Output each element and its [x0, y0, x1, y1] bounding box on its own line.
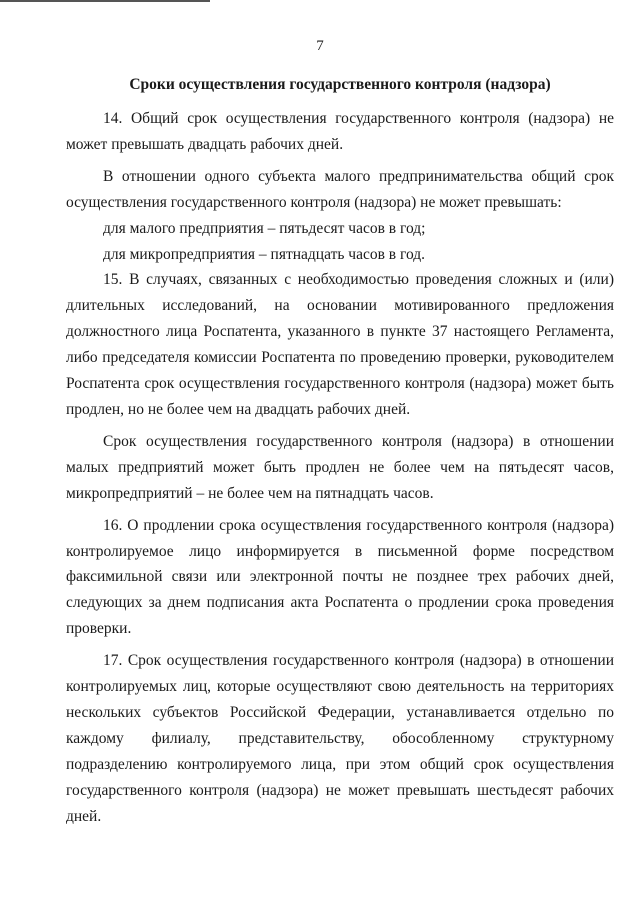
document-body: [66, 106, 614, 835]
paragraph-15: 15. В случаях, связанных с необходимостью проведения сложных и (или) длительных исследований, на основании мотивированного предложения должностного лица Роспатента, указанного в пункте 37 настоящего Регламента, либо председателя комиссии Роспатента по проведению проверки, руководителем Роспатента срок осуществления государственного контроля (надзора) может быть продлен, но не более чем на двадцать рабочих дней.: [66, 271, 614, 418]
paragraph-small-business: В отношении одного субъекта малого предпринимательства общий срок осуществления государственного контроля (надзора) не может превышать:: [66, 167, 614, 211]
list-item-micro-enterprise: для микропредприятия – пятнадцать часов в год.: [103, 245, 426, 263]
paragraph-17: 17. Срок осуществления государственного контроля (надзора) в отношении контролируемых лиц, которые осуществляют свою деятельность на территориях нескольких субъектов Российской Федерации, устанавливается отдельно по каждому филиалу, представительству, обособленному структурному подразделению контролируемого лица, при этом общий срок осуществления государственного контроля (надзора) не может превышать шестьдесят рабочих дней.: [66, 652, 614, 825]
paragraph-16: 16. О продлении срока осуществления государственного контроля (надзора) контролируемое лицо информируется в письменной форме посредством факсимильной связи или электронной почты не позднее трех рабочих дней, следующих за днем подписания акта Роспатента о продлении срока проведения проверки.: [66, 516, 614, 638]
scan-edge-line: [0, 0, 210, 2]
section-heading: Сроки осуществления государственного контроля (надзора): [129, 76, 551, 93]
list-item-small-enterprise: для малого предприятия – пятьдесят часов в год;: [103, 219, 426, 237]
paragraph-14: 14. Общий срок осуществления государственного контроля (надзора) не может превышать двадцать рабочих дней.: [66, 110, 614, 153]
page-number: 7: [316, 38, 324, 54]
paragraph-extension-small: Срок осуществления государственного контроля (надзора) в отношении малых предприятий может быть продлен не более чем на пятьдесят часов, микропредприятий – не более чем на пятнадцать часов.: [66, 432, 614, 502]
